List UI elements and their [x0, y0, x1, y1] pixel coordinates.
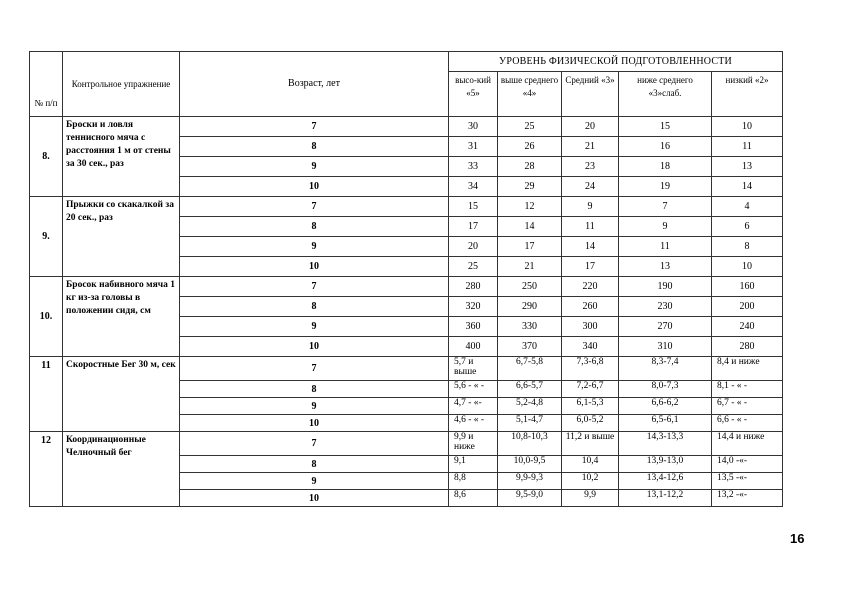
value-cell: 13,5 -«-	[712, 473, 783, 490]
age-cell: 7	[180, 197, 449, 217]
value-cell: 5,7 и выше	[449, 357, 498, 381]
page-number: 16	[790, 531, 805, 546]
age-cell: 7	[180, 277, 449, 297]
header-level-3: Средний «3»	[562, 72, 619, 117]
age-cell: 10	[180, 337, 449, 357]
value-cell: 7,2-6,7	[562, 381, 619, 398]
header-level-3-weak: ниже среднего «3»слаб.	[619, 72, 712, 117]
value-cell: 5,1-4,7	[498, 415, 562, 432]
value-cell: 21	[498, 257, 562, 277]
value-cell: 14,4 и ниже	[712, 432, 783, 456]
value-cell: 9,9	[562, 490, 619, 507]
value-cell: 13	[619, 257, 712, 277]
value-cell: 14	[712, 177, 783, 197]
value-cell: 15	[449, 197, 498, 217]
value-cell: 370	[498, 337, 562, 357]
exercise-number: 9.	[30, 197, 63, 277]
value-cell: 26	[498, 137, 562, 157]
value-cell: 190	[619, 277, 712, 297]
age-cell: 9	[180, 473, 449, 490]
value-cell: 10	[712, 257, 783, 277]
value-cell: 7	[619, 197, 712, 217]
value-cell: 340	[562, 337, 619, 357]
value-cell: 320	[449, 297, 498, 317]
age-cell: 7	[180, 117, 449, 137]
exercise-name: Скоростные Бег 30 м, сек	[63, 357, 180, 432]
value-cell: 24	[562, 177, 619, 197]
value-cell: 6,5-6,1	[619, 415, 712, 432]
value-cell: 10,4	[562, 456, 619, 473]
value-cell: 29	[498, 177, 562, 197]
value-cell: 8,0-7,3	[619, 381, 712, 398]
value-cell: 28	[498, 157, 562, 177]
value-cell: 6,7 - « -	[712, 398, 783, 415]
value-cell: 18	[619, 157, 712, 177]
exercise-number: 10.	[30, 277, 63, 357]
value-cell: 280	[712, 337, 783, 357]
exercise-name: Координационные Челночный бег	[63, 432, 180, 507]
value-cell: 9	[619, 217, 712, 237]
value-cell: 9,1	[449, 456, 498, 473]
age-cell: 10	[180, 177, 449, 197]
value-cell: 11	[712, 137, 783, 157]
value-cell: 23	[562, 157, 619, 177]
header-level-5: высо-кий «5»	[449, 72, 498, 117]
value-cell: 17	[498, 237, 562, 257]
value-cell: 13	[712, 157, 783, 177]
value-cell: 8,8	[449, 473, 498, 490]
age-cell: 10	[180, 257, 449, 277]
value-cell: 9	[562, 197, 619, 217]
value-cell: 6,6-6,2	[619, 398, 712, 415]
value-cell: 4,7 - «-	[449, 398, 498, 415]
age-cell: 8	[180, 297, 449, 317]
value-cell: 8,4 и ниже	[712, 357, 783, 381]
value-cell: 25	[449, 257, 498, 277]
value-cell: 9,5-9,0	[498, 490, 562, 507]
value-cell: 160	[712, 277, 783, 297]
value-cell: 330	[498, 317, 562, 337]
value-cell: 10,8-10,3	[498, 432, 562, 456]
table-body	[30, 117, 783, 507]
value-cell: 280	[449, 277, 498, 297]
age-cell: 8	[180, 137, 449, 157]
exercise-number: 12	[30, 432, 63, 507]
table-row	[30, 117, 783, 137]
value-cell: 4,6 - « -	[449, 415, 498, 432]
value-cell: 10	[712, 117, 783, 137]
age-cell: 9	[180, 398, 449, 415]
header-level-title: УРОВЕНЬ ФИЗИЧЕСКОЙ ПОДГОТОВЛЕННОСТИ	[449, 52, 783, 72]
value-cell: 310	[619, 337, 712, 357]
table-row	[30, 357, 783, 381]
value-cell: 230	[619, 297, 712, 317]
value-cell: 14,3-13,3	[619, 432, 712, 456]
age-cell: 9	[180, 237, 449, 257]
value-cell: 13,2 -«-	[712, 490, 783, 507]
value-cell: 9,9 и ниже	[449, 432, 498, 456]
age-cell: 8	[180, 456, 449, 473]
value-cell: 5,6 - « -	[449, 381, 498, 398]
physical-fitness-norms-table	[29, 51, 783, 507]
value-cell: 6,6-5,7	[498, 381, 562, 398]
value-cell: 13,9-13,0	[619, 456, 712, 473]
value-cell: 12	[498, 197, 562, 217]
value-cell: 13,4-12,6	[619, 473, 712, 490]
value-cell: 17	[449, 217, 498, 237]
exercise-name: Броски и ловля теннисного мяча с расстояния 1 м от стены за 30 сек., раз	[63, 117, 180, 197]
value-cell: 17	[562, 257, 619, 277]
value-cell: 21	[562, 137, 619, 157]
value-cell: 4	[712, 197, 783, 217]
value-cell: 9,9-9,3	[498, 473, 562, 490]
header-level-2: низкий «2»	[712, 72, 783, 117]
header-exercise: Контрольное упражнение	[63, 52, 180, 117]
age-cell: 10	[180, 415, 449, 432]
value-cell: 20	[562, 117, 619, 137]
value-cell: 13,1-12,2	[619, 490, 712, 507]
header-level-4: выше среднего «4»	[498, 72, 562, 117]
value-cell: 16	[619, 137, 712, 157]
age-cell: 7	[180, 432, 449, 456]
exercise-number: 8.	[30, 117, 63, 197]
age-cell: 9	[180, 157, 449, 177]
value-cell: 200	[712, 297, 783, 317]
exercise-number: 11	[30, 357, 63, 432]
value-cell: 14,0 -«-	[712, 456, 783, 473]
value-cell: 31	[449, 137, 498, 157]
table-row	[30, 432, 783, 456]
value-cell: 30	[449, 117, 498, 137]
value-cell: 11	[562, 217, 619, 237]
age-cell: 9	[180, 317, 449, 337]
value-cell: 250	[498, 277, 562, 297]
value-cell: 220	[562, 277, 619, 297]
exercise-name: Прыжки со скакалкой за 20 сек., раз	[63, 197, 180, 277]
value-cell: 400	[449, 337, 498, 357]
table-row	[30, 197, 783, 217]
age-cell: 8	[180, 381, 449, 398]
exercise-name: Бросок набивного мяча 1 кг из-за головы в положении сидя, см	[63, 277, 180, 357]
value-cell: 6,7-5,8	[498, 357, 562, 381]
age-cell: 10	[180, 490, 449, 507]
value-cell: 19	[619, 177, 712, 197]
value-cell: 10,0-9,5	[498, 456, 562, 473]
value-cell: 6,0-5,2	[562, 415, 619, 432]
age-cell: 8	[180, 217, 449, 237]
value-cell: 15	[619, 117, 712, 137]
table-row	[30, 277, 783, 297]
value-cell: 20	[449, 237, 498, 257]
value-cell: 260	[562, 297, 619, 317]
value-cell: 8	[712, 237, 783, 257]
value-cell: 360	[449, 317, 498, 337]
value-cell: 33	[449, 157, 498, 177]
value-cell: 5,2-4,8	[498, 398, 562, 415]
value-cell: 14	[498, 217, 562, 237]
value-cell: 8,1 - « -	[712, 381, 783, 398]
value-cell: 25	[498, 117, 562, 137]
header-age: Возраст, лет	[180, 52, 449, 117]
value-cell: 6,6 - « -	[712, 415, 783, 432]
value-cell: 14	[562, 237, 619, 257]
value-cell: 270	[619, 317, 712, 337]
header-num: № п/п	[30, 52, 63, 117]
value-cell: 11	[619, 237, 712, 257]
value-cell: 11,2 и выше	[562, 432, 619, 456]
value-cell: 290	[498, 297, 562, 317]
value-cell: 6,1-5,3	[562, 398, 619, 415]
value-cell: 8,6	[449, 490, 498, 507]
age-cell: 7	[180, 357, 449, 381]
value-cell: 6	[712, 217, 783, 237]
value-cell: 240	[712, 317, 783, 337]
value-cell: 10,2	[562, 473, 619, 490]
value-cell: 300	[562, 317, 619, 337]
value-cell: 34	[449, 177, 498, 197]
value-cell: 8,3-7,4	[619, 357, 712, 381]
value-cell: 7,3-6,8	[562, 357, 619, 381]
